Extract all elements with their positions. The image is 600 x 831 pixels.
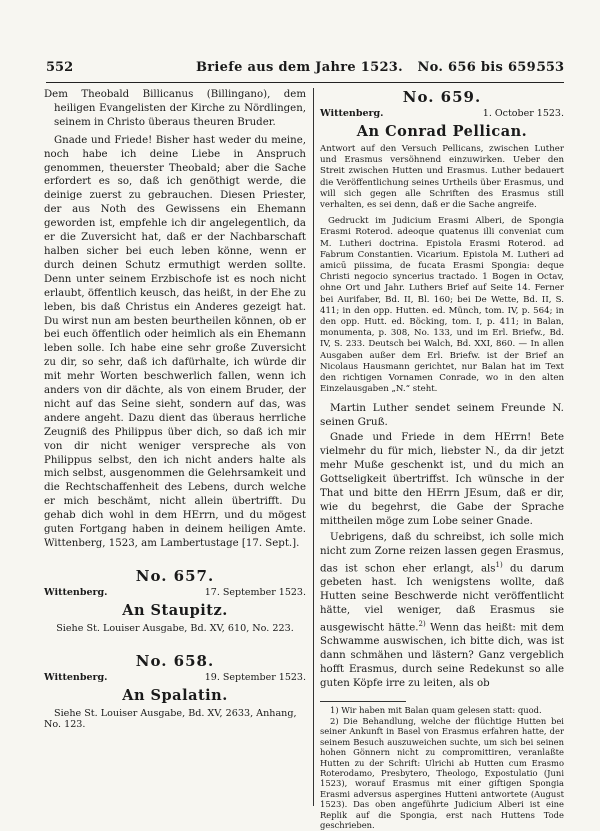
letter-659-place: Wittenberg. <box>320 108 384 119</box>
running-title: Briefe aus dem Jahre 1523. No. 656 bis 659. <box>196 60 541 75</box>
letter-659-summary: Antwort auf den Versuch Pellicans, zwischen Luther und Erasmus versöhnend einzuwirken. Ueber den Streit zwischen Hutten und Erasmus. Luther bedauert die Veröffentlichung seines Urtheils über Erasmus, und will sich gegen alle Schriften des Erasmus still verhalten, es sei denn, daß er die Sache angreife. <box>320 144 564 211</box>
letter-657-reference: Siehe St. Louiser Ausgabe, Bd. XV, 610, No. 223. <box>56 622 294 634</box>
page-number-right: 553 <box>536 60 564 75</box>
letter-657-number: No. 657. <box>135 566 215 585</box>
footnote-ref-2: 2) <box>418 619 426 628</box>
page-number-left: 552 <box>46 60 74 75</box>
letter-body: Gnade und Friede! Bisher hast weder du meine, noch habe ich deine Liebe in Anspruch genommen, theuerster Theobald; aber die Sache erfordert es so, daß ich genöthigt werde, die deinige zuerst zu gebrauchen. Diesen Priester, der aus Noth des Gewissens ein Ehemann geworden ist, empfehle ich dir angelegentlich, da er die Zuversicht hat, daß er der Nachbarschaft halben sicher bei euch leben könne, wenn er durch deinen Schutz ermuthigt werden sollte. Denn unter seinem Erzbischofe ist es noch nicht erlaubt, öffentlich keusch, das heißt, in der Ehe zu leben, bis daß Christus ein Anderes gezeigt hat. Du wirst nun am besten beurtheilen können, ob er bei euch öffentlich oder heimlich als ein Ehemann leben solle. Ich habe eine sehr große Zuversicht zu dir, so sehr, daß ich dafürhalte, ich würde dir mit mehr Worten beschwerlich fallen, wenn ich anders von dir dächte, als von einem Bruder, der nicht auf das Seine sieht, sondern auf das, was andere angeht. Dazu dient das überaus herrliche Zeugniß des Philippus über dich, so daß ich mir von dir nicht weniger verspreche als von Philippus selbst, den ich nicht anders halte als mich selbst, ausgenommen die Gelehrsamkeit und die Rechtschaffenheit des Lebens, durch welche er mich beschämt, nicht allein übertrifft. Du gehab dich wohl in dem HErrn, und du mögest guten Fortgang haben in deinem heiligen Amte. Wittenberg, 1523, am Lambertustage [17. Sept.]. <box>44 134 306 549</box>
running-header <box>46 58 564 80</box>
footnote-rule <box>320 701 406 702</box>
letter-658-date: 19. September 1523. <box>204 671 306 683</box>
letter-659-paragraph-1: Gnade und Friede in dem HErrn! Bete vielmehr du für mich, liebster N., da dir jetzt mehr Muße geschenkt ist, und du mich an Gottseligkeit übertriffst. Ich wünsche in der That und bitte den HErrn JEsum, daß er dir, wie du begehrst, die Gabe der Sprache mittheilen möge zum Lobe seiner Gnade. <box>320 432 564 527</box>
left-column <box>44 88 306 732</box>
paragraph-2-part-c: Wenn das heißt: mit dem Schwamme auswischen, ich bitte dich, was ist dann schmähen und lästern? Ganz vergeblich hofft Erasmus, durch seine Redekunst so alle guten Köpfe irre zu leiten, als ob <box>320 622 564 689</box>
letter-658-number: No. 658. <box>135 651 215 670</box>
letter-657-dateline <box>44 587 306 598</box>
letter-659-paragraph-2 <box>320 531 564 691</box>
letter-659-number: No. 659. <box>402 88 482 106</box>
footnote-ref-1: 1) <box>495 560 503 569</box>
right-column <box>320 88 564 831</box>
letter-658-dateline <box>44 672 306 683</box>
header-rule <box>46 82 564 83</box>
letter-659-recipient: An Conrad Pellican. <box>356 123 528 140</box>
letter-657-recipient: An Staupitz. <box>122 601 228 619</box>
paragraph-2-part-a: Uebrigens, daß du schreibst, ich solle mich nicht zum Zorne reizen lassen gegen Erasmus, das ist schon eher erlangt, als <box>320 531 564 575</box>
letter-657-place: Wittenberg. <box>44 586 108 598</box>
letter-657-date: 17. September 1523. <box>204 586 306 598</box>
letter-659-source-note: Gedruckt im Judicium Erasmi Alberi, de Spongia Erasmi Roterod. adeoque quatenus illi conveniat cum M. Lutheri doctrina. Epistola Erasmi Roterod. ad Fabrum Constantien. Vicarium. Epistola M. Lutheri ad amicū piissima, de fucata Erasmi Spongia: deque Christi negocio syncerius tractado. 1 Bogen in Octav, ohne Ort und Jahr. Luthers Brief auf Seite 14. Ferner bei Aurifaber, Bd. II, Bl. 160; bei De Wette, Bd. II, S. 411; in den opp. Hutten. ed. Münch, tom. IV, p. 564; in den opp. Hutt. ed. Böcking, tom. I, p. 411; in Balan, monumenta, p. 308, No. 133, und im Erl. Briefw., Bd. IV, S. 233. Deutsch bei Walch, Bd. XXI, 860. — In allen Ausgaben außer dem Erl. Briefw. ist der Brief an Nicolaus Hausmann gerichtet, nur Balan hat im Text den richtigen Vornamen Conrade, wo in den alten Einzelausgaben „N.“ steht. <box>320 216 564 395</box>
footnote-1: 1) Wir haben mit Balan quam gelesen statt: quod. <box>330 704 542 715</box>
letter-659-dateline <box>320 108 564 119</box>
letter-658-recipient: An Spalatin. <box>122 686 228 704</box>
column-divider <box>313 88 314 806</box>
letter-658-reference: Siehe St. Louiser Ausgabe, Bd. XV, 2633, Anhang, No. 123. <box>44 707 297 730</box>
letter-658-place: Wittenberg. <box>44 671 108 683</box>
letter-address: Dem Theobald Billicanus (Billingano), dem heiligen Evangelisten der Kirche zu Nördlingen, seinem in Christo überaus theuren Bruder. <box>44 89 306 128</box>
letter-659-date: 1. October 1523. <box>482 108 564 119</box>
letter-659-salutation: Martin Luther sendet seinem Freunde N. seinen Gruß. <box>320 402 564 429</box>
footnote-2: 2) Die Behandlung, welche der flüchtige Hutten bei seiner Ankunft in Basel von Erasmus erfahren hatte, der seinem Besuch auszuweichen suchte, um sich bei seinen hohen Gönnern nicht zu compromittiren, veranlaßte Hutten zu der Schrift: Ulrichi ab Hutten cum Erasmo Roterodamo, Presbytero, Theologo, Expostulatio (Juni 1523), worauf Erasmus mit einer giftigen Spongia Erasmi adversus aspergines Hutteni antwortete (August 1523). Das oben angeführte Judicium Alberi ist eine Replik auf die Spongia, erst nach Huttens Tode geschrieben. <box>320 715 564 831</box>
paragraph-2-part-b: du darum gebeten hast. Ich wenigstens wollte, daß Hutten seine Beschwerde nicht veröffentlicht hätte, viel weniger, daß Erasmus sie ausgewischt hätte. <box>320 563 565 634</box>
